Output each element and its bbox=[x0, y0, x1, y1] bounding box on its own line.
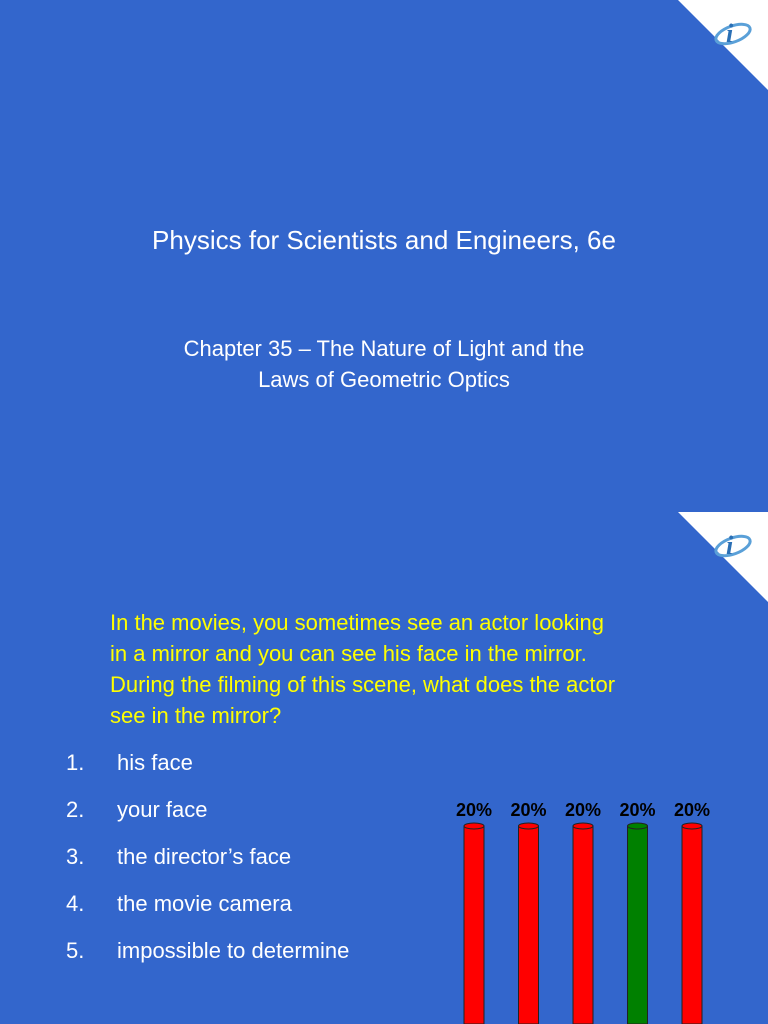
question-line: see in the mirror? bbox=[110, 703, 282, 728]
bar-cap-4 bbox=[628, 823, 648, 829]
answer-option-3[interactable] bbox=[66, 843, 349, 890]
response-bar-chart bbox=[440, 782, 740, 1024]
answer-text: his face bbox=[117, 750, 193, 775]
answer-number: 2. bbox=[66, 797, 85, 822]
question-text bbox=[110, 607, 720, 731]
answer-text: the movie camera bbox=[117, 891, 292, 916]
bar-4 bbox=[628, 826, 648, 1024]
question-line: in a mirror and you can see his face in the mirror. bbox=[110, 641, 587, 666]
answer-text: the director’s face bbox=[117, 844, 292, 869]
data-label-3: 20% bbox=[564, 800, 602, 820]
data-label-1: 20% bbox=[455, 800, 493, 820]
subtitle-line: Laws of Geometric Optics bbox=[258, 367, 510, 392]
question-line: During the filming of this scene, what does the actor bbox=[110, 672, 616, 697]
svg-text:i: i bbox=[726, 531, 734, 560]
page-title: Physics for Scientists and Engineers, 6e bbox=[152, 225, 616, 255]
bar-3 bbox=[573, 826, 593, 1024]
data-label-4: 20% bbox=[619, 800, 656, 820]
subtitle-line: Chapter 35 – The Nature of Light and the bbox=[183, 336, 585, 361]
question-line: In the movies, you sometimes see an actor looking bbox=[110, 610, 605, 635]
bar-cap-1 bbox=[464, 823, 484, 829]
answer-list bbox=[66, 749, 349, 984]
answer-option-4[interactable] bbox=[66, 890, 349, 937]
corner-logo bbox=[678, 512, 768, 602]
corner-logo bbox=[678, 0, 768, 90]
answer-text: impossible to determine bbox=[117, 938, 350, 963]
data-label-2: 20% bbox=[510, 800, 547, 820]
logo-icon bbox=[678, 512, 768, 602]
answer-number: 3. bbox=[66, 844, 85, 869]
answer-number: 4. bbox=[66, 891, 85, 916]
bar-cap-5 bbox=[682, 823, 702, 829]
bar-5 bbox=[682, 826, 702, 1024]
answer-option-5[interactable] bbox=[66, 937, 349, 984]
question-slide bbox=[0, 512, 768, 1024]
answer-number: 1. bbox=[66, 750, 85, 775]
bar-2 bbox=[519, 826, 539, 1024]
logo-icon bbox=[678, 0, 768, 90]
bar-cap-3 bbox=[573, 823, 593, 829]
chapter-subtitle bbox=[0, 333, 768, 395]
answer-option-1[interactable] bbox=[66, 749, 349, 796]
bar-cap-2 bbox=[519, 823, 539, 829]
svg-text:i: i bbox=[726, 19, 734, 48]
bar-1 bbox=[464, 826, 484, 1024]
answer-number: 5. bbox=[66, 938, 85, 963]
answer-option-2[interactable] bbox=[66, 796, 349, 843]
answer-text: your face bbox=[117, 797, 208, 822]
data-label-5: 20% bbox=[673, 800, 711, 820]
